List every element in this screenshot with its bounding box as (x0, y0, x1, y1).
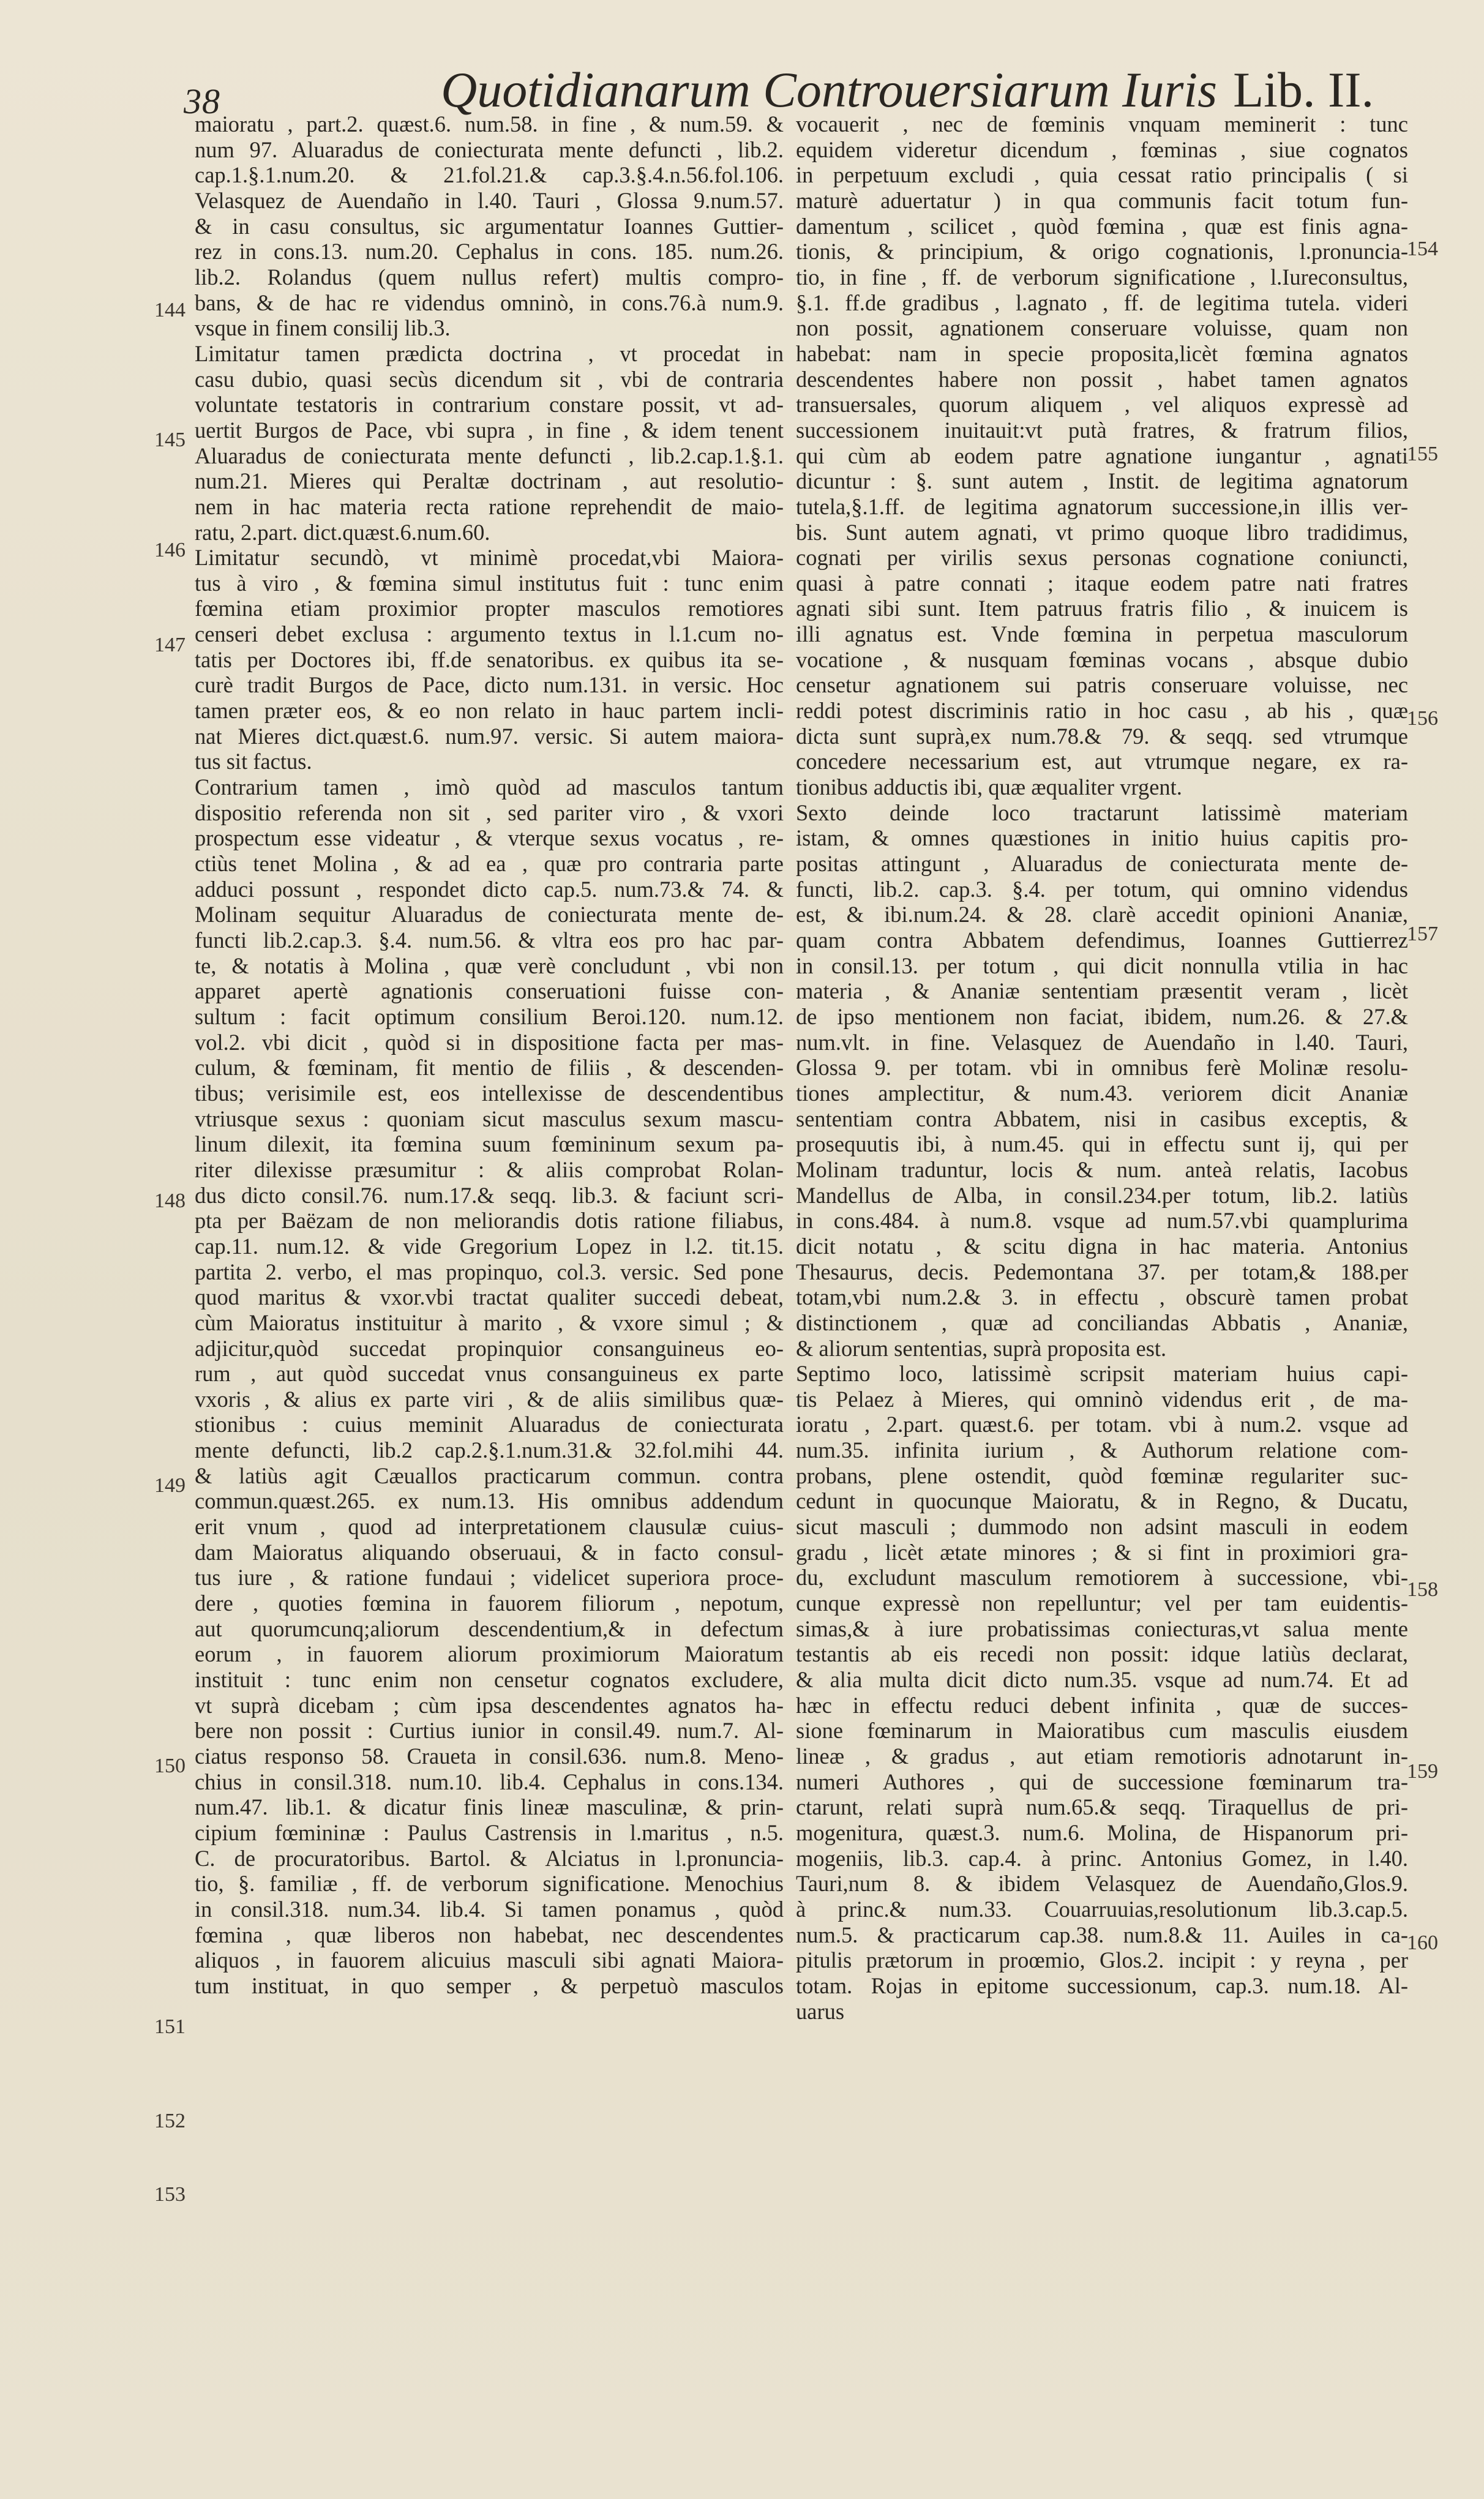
text-line: vocatione , & nusquam fœminas vocans , absque dubio (796, 646, 1408, 672)
text-line: prospectum esse videatur , & vterque sexus vocatus , re- (195, 825, 784, 851)
text-line: dicta sunt suprà,ex num.78.& 79. & seqq. sed vtrumque (796, 723, 1408, 749)
margin-number: 145 (154, 429, 186, 451)
text-line: in consil.318. num.34. lib.4. Si tamen ponamus , quòd (195, 1896, 784, 1922)
text-line: §.1. ff.de gradibus , l.agnato , ff. de legitima tutela. videri (796, 290, 1408, 315)
text-line: num.47. lib.1. & dicatur finis lineæ masculinæ, & prin- (195, 1794, 784, 1820)
text-line: curè tradit Burgos de Pace, dicto num.131. in versic. Hoc (195, 672, 784, 698)
text-line: ctarunt, relati suprà num.65.& seqq. Tiraquellus de pri- (796, 1794, 1408, 1820)
margin-number: 149 (154, 1474, 186, 1497)
text-line: in cons.484. à num.8. vsque ad num.57.vbi quamplurima (796, 1208, 1408, 1234)
text-line: reddi potest discriminis ratio in hoc casu , ab his , quæ (796, 698, 1408, 724)
text-line: & alia multa dicit dicto num.35. vsque ad num.74. Et ad (796, 1667, 1408, 1693)
text-line: vsque in finem consilij lib.3. (195, 315, 451, 341)
text-line: cùm Maioratus instituitur à marito , & vxore simul ; & (195, 1309, 784, 1335)
page-number: 38 (184, 81, 220, 121)
text-line: tum instituat, in quo semper , & perpetuò masculos (195, 1973, 784, 1998)
text-line: & latiùs agit Cæuallos practicarum commun. contra (195, 1463, 784, 1488)
margin-number: 158 (1407, 1578, 1438, 1601)
text-line: ciatus responso 58. Craueta in consil.636. num.8. Meno- (195, 1744, 784, 1769)
text-line: eorum , in fauorem aliorum proximiorum Maioratum (195, 1641, 784, 1667)
text-line: quod maritus & vxor.vbi tractat qualiter succedi debeat, (195, 1284, 784, 1310)
text-line: cunque expressè non repelluntur; vel per tam euidentis- (796, 1590, 1408, 1616)
text-line: & in casu consultus, sic argumentatur Ioannes Guttier- (195, 213, 784, 239)
text-line: fœmina , quæ liberos non habebat, nec descendentes (195, 1922, 784, 1947)
text-line: successionem inuitauit:vt putà fratres, & fratrum filios, (796, 417, 1408, 443)
text-line: C. de procuratoribus. Bartol. & Alciatus in l.pronuncia- (195, 1845, 784, 1871)
text-line: tus sit factus. (195, 749, 312, 774)
text-line: Tauri,num 8. & ibidem Velasquez de Auendaño,Glos.9. (796, 1871, 1408, 1897)
text-line: Molinam traduntur, locis & num. anteà relatis, Iacobus (796, 1156, 1408, 1182)
margin-number: 159 (1407, 1760, 1438, 1783)
text-line: à princ.& num.33. Couarruuias,resolutionum lib.3.cap.5. (796, 1896, 1408, 1922)
text-line: chius in consil.318. num.10. lib.4. Cephalus in cons.134. (195, 1769, 784, 1794)
text-line: positas attingunt , Aluaradus de coniecturata mente de- (796, 851, 1408, 877)
text-line: nat Mieres dict.quæst.6. num.97. versic. Si autem maiora- (195, 723, 784, 749)
text-line: distinctionem , quæ ad conciliandas Abbatis , Ananiæ, (796, 1309, 1408, 1335)
text-line: tus à viro , & fœmina simul institutus fuit : tunc enim (195, 570, 784, 596)
text-line: adduci possunt , respondet dicto cap.5. num.73.& 74. & (195, 876, 784, 902)
margin-number: 153 (154, 2183, 186, 2206)
text-line: te, & notatis à Molina , quæ verè concludunt , vbi non (195, 953, 784, 978)
text-line: rez in cons.13. num.20. Cephalus in cons. 185. num.26. (195, 239, 784, 264)
text-line: non possit, agnationem conseruare voluisse, quam non (796, 315, 1408, 341)
text-line: bans, & de hac re videndus omninò, in cons.76.à num.9. (195, 290, 784, 315)
text-line: testantis ab eis recedi non possit: idque latiùs declarat, (796, 1641, 1408, 1667)
text-line: quam contra Abbatem defendimus, Ioannes Guttierrez (796, 927, 1408, 953)
text-line: voluntate testatoris in contrarium constare possit, vt ad- (195, 392, 784, 418)
text-line: aliquos , in fauorem alicuius masculi sibi agnati Maiora- (195, 1947, 784, 1973)
text-line: Velasquez de Auendaño in l.40. Tauri , Glossa 9.num.57. (195, 187, 784, 213)
text-line: linum dilexit, ita fœmina suum fœmininum sexum pa- (195, 1131, 784, 1157)
text-line: sententiam contra Abbatem, nisi in casibus exceptis, & (796, 1106, 1408, 1131)
text-line: in perpetuum excludi , quia cessat ratio principalis ( si (796, 162, 1408, 188)
text-line: Molinam sequitur Aluaradus de coniecturata mente de- (195, 902, 784, 927)
text-line: damentum , scilicet , quòd fœmina , quæ est finis agna- (796, 213, 1408, 239)
text-line: ratu, 2.part. dict.quæst.6.num.60. (195, 519, 490, 545)
text-line: tio, §. familiæ , ff. de verborum significatione. Menochius (195, 1871, 784, 1897)
text-line: vtriusque sexus : quoniam sicut masculus sexum mascu- (195, 1106, 784, 1131)
text-line: descendentes habere non possit , habet tamen agnatos (796, 366, 1408, 392)
text-line: agnati sibi sunt. Item patruus fratris filio , & inuicem is (796, 596, 1408, 621)
text-line: dicit notatu , & scitu digna in hac materia. Antonius (796, 1233, 1408, 1259)
text-line: num 97. Aluaradus de coniecturata mente defuncti , lib.2. (195, 137, 784, 162)
text-line: dere , quoties fœmina in fauorem filiorum , nepotum, (195, 1590, 784, 1616)
text-line: tibus; verisimile est, eos intellexisse de descendentibus (195, 1080, 784, 1106)
text-line: rum , aut quòd succedat vnus consanguineus ex parte (195, 1361, 784, 1387)
book-label: Lib. II. (1233, 62, 1374, 118)
text-line: tatis per Doctores ibi, ff.de senatoribus. ex quibus ita se- (195, 646, 784, 672)
text-line: & aliorum sententias, suprà proposita est. (796, 1335, 1167, 1361)
text-line: Mandellus de Alba, in consil.234.per totum, lib.2. latiùs (796, 1182, 1408, 1208)
text-line: num.5. & practicarum cap.38. num.8.& 11. Auiles in ca- (796, 1922, 1408, 1947)
text-line: tio, in fine , ff. de verborum significatione , l.Iureconsultus, (796, 264, 1408, 290)
text-line: num.21. Mieres qui Peraltæ doctrinam , aut resolutio- (195, 468, 784, 494)
text-line: commun.quæst.265. ex num.13. His omnibus addendum (195, 1488, 784, 1514)
text-line: quasi à patre connati ; itaque eodem patre nati fratres (796, 570, 1408, 596)
text-line: de ipso mentionem non faciat, ibidem, num.26. & 27.& (796, 1003, 1408, 1029)
text-line: Aluaradus de coniecturata mente defuncti , lib.2.cap.1.§.1. (195, 443, 784, 468)
text-line: lib.2. Rolandus (quem nullus refert) multis compro- (195, 264, 784, 290)
text-line: est, & ibi.num.24. & 28. clarè accedit opinioni Ananiæ, (796, 902, 1408, 927)
text-line: mogenitura, quæst.3. num.6. Molina, de Hispanorum pri- (796, 1819, 1408, 1845)
text-line: mogeniis, lib.3. cap.4. à princ. Antonius Gomez, in l.40. (796, 1845, 1408, 1871)
text-line: stionibus : cuius meminit Aluaradus de coniecturata (195, 1412, 784, 1437)
text-line: tus iure , & ratione fundaui ; videlicet superiora proce- (195, 1565, 784, 1590)
text-line: transuersales, quorum aliquem , vel aliquos expressè ad (796, 392, 1408, 418)
text-line: ctiùs tenet Molina , & ad ea , quæ pro contraria parte (195, 851, 784, 877)
margin-number: 150 (154, 1755, 186, 1777)
text-line: culum, & fœminam, fit mentio de filiis , & descenden- (195, 1055, 784, 1081)
margin-number: 155 (1407, 443, 1438, 465)
text-line: Septimo loco, latissimè scripsit materiam huius capi- (796, 1361, 1408, 1387)
text-line: probans, plene ostendit, quòd fœminæ regulariter suc- (796, 1463, 1408, 1488)
text-line: concedere necessarium est, aut vtrumque negare, ex ra- (796, 749, 1408, 774)
margin-number: 154 (1407, 238, 1438, 260)
text-line: num.35. infinita iurium , & Authorum relatione com- (796, 1437, 1408, 1463)
text-line: maturè aduertatur ) in qua communis facit totum fun- (796, 187, 1408, 213)
text-line: vt suprà dicebam ; cùm ipsa descendentes agnatos ha- (195, 1692, 784, 1718)
left-text-column (195, 111, 784, 2481)
text-line: tionibus adductis ibi, quæ æqualiter vrgent. (796, 774, 1182, 800)
text-line: pitulis prætorum in proœmio, Glos.2. incipit : y reyna , per (796, 1947, 1408, 1973)
margin-number: 146 (154, 539, 186, 561)
text-line: cognati per virilis sexus personas cognatione coniuncti, (796, 545, 1408, 571)
text-line: totam. Rojas in epitome successionum, cap.3. num.18. Al- (796, 1973, 1408, 1998)
text-line: uertit Burgos de Pace, vbi supra , in fine , & idem tenent (195, 417, 784, 443)
text-line: uarus (796, 1998, 845, 2024)
text-line: aut quorumcunq;aliorum descendentium,& in defectum (195, 1616, 784, 1641)
text-line: dicuntur : §. sunt autem , Instit. de legitima agnatorum (796, 468, 1408, 494)
text-line: Limitatur secundò, vt minimè procedat,vbi Maiora- (195, 545, 784, 571)
text-line: bis. Sunt autem agnati, vt primo quoque libro tradidimus, (796, 519, 1408, 545)
margin-number: 157 (1407, 923, 1438, 945)
running-title (441, 61, 1374, 119)
text-line: apparet apertè agnationis conseruationi fuisse con- (195, 978, 784, 1004)
text-line: dispositio referenda non sit , sed pariter viro , & vxori (195, 800, 784, 825)
text-line: istam, & omnes quæstiones in initio huius capitis pro- (796, 825, 1408, 851)
text-line: pta per Baëzam de non meliorandis dotis ratione filiabus, (195, 1208, 784, 1234)
text-line: riter dilexisse præsumitur : & aliis comprobat Rolan- (195, 1156, 784, 1182)
text-line: simas,& à iure probatissimas coniecturas,vt salua mente (796, 1616, 1408, 1641)
text-line: Thesaurus, decis. Pedemontana 37. per totam,& 188.per (796, 1259, 1408, 1284)
right-text-column (796, 111, 1408, 2481)
text-line: Limitatur tamen prædicta doctrina , vt procedat in (195, 340, 784, 366)
text-line: erit vnum , quod ad interpretationem clausulæ cuius- (195, 1514, 784, 1540)
text-line: cedunt in quocunque Maioratu, & in Regno, & Ducatu, (796, 1488, 1408, 1514)
margin-number: 144 (154, 299, 186, 321)
text-line: tutela,§.1.ff. de legitima agnatorum successione,in illis ver- (796, 493, 1408, 519)
text-line: censeri debet exclusa : argumento textus in l.1.cum no- (195, 621, 784, 647)
text-line: vol.2. vbi dicit , quòd si in dispositione facta per mas- (195, 1029, 784, 1055)
text-line: mente defuncti, lib.2 cap.2.§.1.num.31.& 32.fol.mihi 44. (195, 1437, 784, 1463)
text-line: Glossa 9. per totam. vbi in omnibus ferè Molinæ resolu- (796, 1055, 1408, 1081)
text-line: illi agnatus est. Vnde fœmina in perpetua masculorum (796, 621, 1408, 647)
text-line: habebat: nam in specie proposita,licèt fœmina agnatos (796, 340, 1408, 366)
text-line: nem in hac materia recta ratione reprehendit de maio- (195, 493, 784, 519)
text-line: totam,vbi num.2.& 3. in effectu , obscurè tamen probat (796, 1284, 1408, 1310)
text-line: numeri Authores , qui de successione fœminarum tra- (796, 1769, 1408, 1794)
text-line: cap.11. num.12. & vide Gregorium Lopez in l.2. tit.15. (195, 1233, 784, 1259)
text-line: dus dicto consil.76. num.17.& seqq. lib.3. & faciunt scri- (195, 1182, 784, 1208)
text-line: Sexto deinde loco tractarunt latissimè materiam (796, 800, 1408, 825)
text-line: adjicitur,quòd succedat propinquior consanguineus eo- (195, 1335, 784, 1361)
text-line: prosequutis ibi, à num.45. qui in effectu sunt ij, qui per (796, 1131, 1408, 1157)
text-line: tionis, & principium, & origo cognationis, l.pronuncia- (796, 239, 1408, 264)
text-line: instituit : tunc enim non censetur cognatos excludere, (195, 1667, 784, 1693)
text-line: casu dubio, quasi secùs dicendum sit , vbi de contraria (195, 366, 784, 392)
text-line: partita 2. verbo, el mas propinquo, col.3. versic. Sed pone (195, 1259, 784, 1284)
text-line: dam Maioratus aliquando obseruaui, & in facto consul- (195, 1539, 784, 1565)
text-line: functi, lib.2. cap.3. §.4. per totum, qui omnino videndus (796, 876, 1408, 902)
text-line: cipium fœmininæ : Paulus Castrensis in l.maritus , n.5. (195, 1819, 784, 1845)
margin-number: 147 (154, 634, 186, 656)
text-line: bere non possit : Curtius iunior in consil.49. num.7. Al- (195, 1718, 784, 1744)
text-line: qui cùm ab eodem patre agnatione iungantur , agnati (796, 443, 1408, 468)
text-line: vxoris , & alius ex parte viri , & de aliis similibus quæ- (195, 1386, 784, 1412)
text-line: num.vlt. in fine. Velasquez de Auendaño in l.40. Tauri, (796, 1029, 1408, 1055)
text-line: Contrarium tamen , imò quòd ad masculos tantum (195, 774, 784, 800)
text-line: hæc in effectu reduci debent infinita , quæ de succes- (796, 1692, 1408, 1718)
margin-number: 151 (154, 2015, 186, 2038)
margin-number: 148 (154, 1190, 186, 1212)
text-line: tamen præter eos, & eo non relato in hauc partem incli- (195, 698, 784, 724)
text-line: vocauerit , nec de fœminis vnquam meminerit : tunc (796, 111, 1408, 137)
text-line: maioratu , part.2. quæst.6. num.58. in fine , & num.59. & (195, 111, 784, 137)
text-line: sultum : facit optimum consilium Beroi.120. num.12. (195, 1003, 784, 1029)
text-line: lineæ , & gradus , aut etiam remotioris adnotarunt in- (796, 1744, 1408, 1769)
text-line: du, excludunt masculum remotiorem à successione, vbi- (796, 1565, 1408, 1590)
text-line: cap.1.§.1.num.20. & 21.fol.21.& cap.3.§.4.n.56.fol.106. (195, 162, 784, 188)
running-title-text: Quotidianarum Controuersiarum Iuris (441, 62, 1218, 118)
text-line: gradu , licèt ætate minores ; & si fint in proximiori gra- (796, 1539, 1408, 1565)
margin-number: 152 (154, 2110, 186, 2132)
text-line: censetur agnationem sui patris conseruare voluisse, nec (796, 672, 1408, 698)
text-line: tis Pelaez à Mieres, qui omninò videndus erit , de ma- (796, 1386, 1408, 1412)
margin-number: 160 (1407, 1931, 1438, 1954)
text-line: functi lib.2.cap.3. §.4. num.56. & vltra eos pro hac par- (195, 927, 784, 953)
text-line: ioratu , 2.part. quæst.6. per totam. vbi à num.2. vsque ad (796, 1412, 1408, 1437)
text-line: materia , & Ananiæ sententiam præsentit veram , licèt (796, 978, 1408, 1004)
margin-number: 156 (1407, 707, 1438, 730)
text-line: in consil.13. per totum , qui dicit nonnulla vtilia in hac (796, 953, 1408, 978)
text-line: fœmina etiam proximior propter masculos remotiores (195, 596, 784, 621)
text-line: sione fœminarum in Maioratibus cum masculis eiusdem (796, 1718, 1408, 1744)
text-line: sicut masculi ; dummodo non adsint masculi in eodem (796, 1514, 1408, 1540)
text-line: equidem videretur dicendum , fœminas , siue cognatos (796, 137, 1408, 162)
text-line: tiones amplectitur, & num.43. veriorem dicit Ananiæ (796, 1080, 1408, 1106)
